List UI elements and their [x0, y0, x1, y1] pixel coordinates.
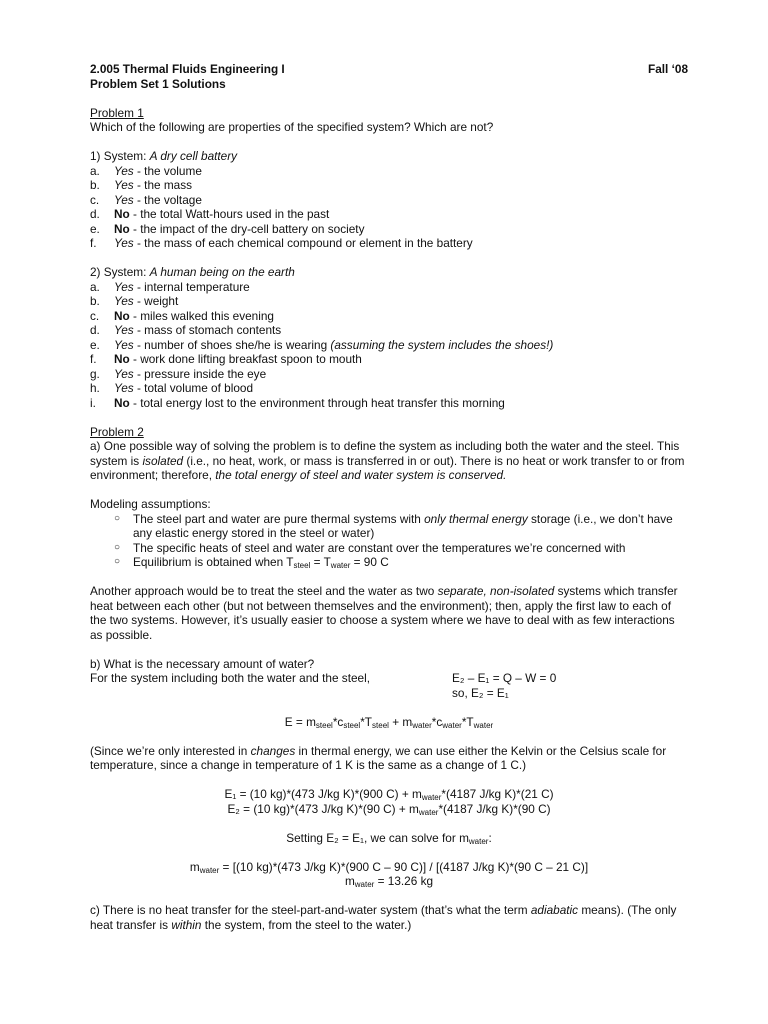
another-approach-paragraph: Another approach would be to treat the steel and the water as two separate, non-isolated systems which transfer heat between each other (but not between themselves and the environment); then, apply the first law to each of the two systems. However, it’s usually easier to choose a system where we have to deal with as few interactions as possible. [90, 584, 678, 642]
solve-statement: Setting E₂ = E₁, we can solve for $m_{water}$: [286, 830, 492, 846]
item-letter: d. [90, 207, 100, 221]
term: Fall ‘08 [648, 62, 688, 76]
temperature-scale-note: (Since we’re only interested in changes in thermal energy, we can use either the Kelvin or the Celsius scale for temperature, since a change in temperature of 1 K is the same as a change of 1 C.) [90, 743, 667, 772]
item-text: - the volume [133, 163, 202, 178]
part-a-paragraph: a) One possible way of solving the problem is to define the system as including both the water and the steel. This system is isolated (i.e., no heat, work, or mass is transferred in or out). There is no heat or work transfer to or from environment; therefore, the total energy of steel and water system is conserved. [90, 439, 685, 482]
list-item [90, 367, 688, 382]
list-item [90, 381, 688, 396]
list-item [90, 178, 688, 193]
item-text: - internal temperature [133, 279, 250, 294]
item-text: - the impact of the dry-cell battery on society [129, 221, 365, 236]
answer: No [114, 221, 130, 236]
document-subtitle: Problem Set 1 Solutions [90, 76, 226, 91]
assumptions-title: Modeling assumptions: [90, 497, 211, 511]
answer: Yes [114, 294, 134, 308]
list-item [90, 207, 688, 222]
item-letter: a. [90, 163, 100, 178]
list-item [90, 323, 688, 338]
bullet-icon: ○ [114, 556, 121, 567]
item-letter: b. [90, 294, 100, 308]
item-letter: g. [90, 366, 100, 381]
list-item [90, 280, 688, 295]
answer: Yes [114, 178, 134, 192]
list-item [90, 294, 688, 309]
assumption-item: ○ The specific heats of steel and water are constant over the temperatures we’re concerned with [114, 540, 626, 555]
item-text: - the voltage [133, 192, 202, 207]
water-mass-equation: $m_{water} = [(10$ kg)*(473 J/kg K)*(900 C – 90 C)] / [(4187 J/kg K)*(90 C – 21 C)] [189, 859, 589, 875]
list-item [90, 236, 688, 251]
list-item [90, 338, 688, 353]
answer: Yes [114, 163, 134, 178]
answer: Yes [114, 381, 134, 395]
item-letter: d. [90, 323, 100, 337]
answer: Yes [114, 323, 134, 337]
first-law-row: For the system including both the water and the steel, E₂ – E₁ = Q – W = 0 [90, 671, 557, 685]
item-text: - the mass of each chemical compound or element in the battery [133, 236, 473, 250]
item-text: - total volume of blood [133, 381, 254, 395]
system-1-list [90, 164, 688, 251]
item-text: - number of shoes she/he is wearing [133, 337, 331, 352]
item-letter: e. [90, 337, 100, 352]
item-text: - miles walked this evening [129, 308, 274, 323]
item-text: - pressure inside the eye [133, 366, 267, 381]
item-letter: a. [90, 279, 100, 294]
energy-equation: $E = m_{steel}*c_{steel}*T_{steel} + m_{water}*c_{water}*T_{water}$ [284, 714, 494, 730]
document-header [90, 62, 688, 77]
answer: No [114, 395, 130, 410]
item-letter: e. [90, 221, 100, 236]
answer: Yes [114, 337, 134, 352]
system-1-heading: 1) System: A dry cell battery [90, 149, 238, 163]
document-page [90, 62, 688, 932]
list-item [90, 222, 688, 237]
item-letter: c. [90, 192, 100, 207]
list-item [90, 352, 688, 367]
list-item [90, 193, 688, 208]
system-2-list [90, 280, 688, 411]
problem-1-question: Which of the following are properties of the specified system? Which are not? [90, 120, 494, 134]
answer: Yes [114, 236, 134, 250]
list-item [90, 309, 688, 324]
assumption-item: ○ The steel part and water are pure thermal systems with only thermal energy storage (i.e., we don’t have any elastic energy stored in the steel or water) [114, 511, 673, 540]
item-letter: f. [90, 236, 97, 250]
assumption-item: ○ Equilibrium is obtained when $T_{steel} = T_{water} = 90$ C [114, 555, 389, 570]
item-text: - work done lifting breakfast spoon to mouth [129, 352, 362, 366]
part-c-paragraph: c) There is no heat transfer for the steel-part-and-water system (that’s what the term adiabatic means). (The only heat transfer is within the system, from the steel to the water.) [90, 903, 677, 932]
bullet-icon: ○ [114, 541, 121, 553]
problem-2-title: Problem 2 [90, 424, 144, 439]
answer: No [114, 207, 130, 221]
item-letter: h. [90, 381, 100, 395]
answer: Yes [114, 279, 134, 294]
answer: No [114, 308, 130, 323]
list-item [90, 164, 688, 179]
problem-1-title: Problem 1 [90, 105, 144, 120]
item-text: - weight [133, 294, 179, 308]
item-text: - the mass [133, 178, 193, 192]
answer: No [114, 352, 130, 366]
item-letter: i. [90, 395, 96, 410]
e1-equation: E₁ = (10 kg)*(473 J/kg K)*(900 $C) + m_{water}*(4187$ J/kg K)*(21 C) [224, 787, 554, 802]
item-text: - the total Watt-hours used in the past [129, 207, 330, 221]
list-item [90, 396, 688, 411]
item-text: - total energy lost to the environment through heat transfer this morning [129, 395, 505, 410]
item-letter: b. [90, 178, 100, 192]
course-title: 2.005 Thermal Fluids Engineering I [90, 62, 285, 76]
system-2-heading: 2) System: A human being on the earth [90, 265, 295, 279]
e2-equation: E₂ = (10 kg)*(473 J/kg K)*(90 $C) + m_{water}*(4187$ J/kg K)*(90 C) [227, 801, 551, 817]
answer: Yes [114, 192, 134, 207]
first-law-equation: E₂ – E₁ = Q – W = 0 [452, 671, 557, 685]
item-text: - mass of stomach contents [133, 323, 282, 337]
part-b-question: b) What is the necessary amount of water? [90, 656, 315, 671]
answer: Yes [114, 366, 134, 381]
bullet-icon: ○ [114, 512, 121, 524]
item-letter: f. [90, 352, 97, 366]
item-note: (assuming the system includes the shoes!) [330, 337, 554, 352]
water-mass-result: $m_{water} = 13.26$ kg [344, 874, 434, 889]
energy-equality: so, E₂ = E₁ [452, 685, 509, 700]
item-letter: c. [90, 308, 100, 323]
